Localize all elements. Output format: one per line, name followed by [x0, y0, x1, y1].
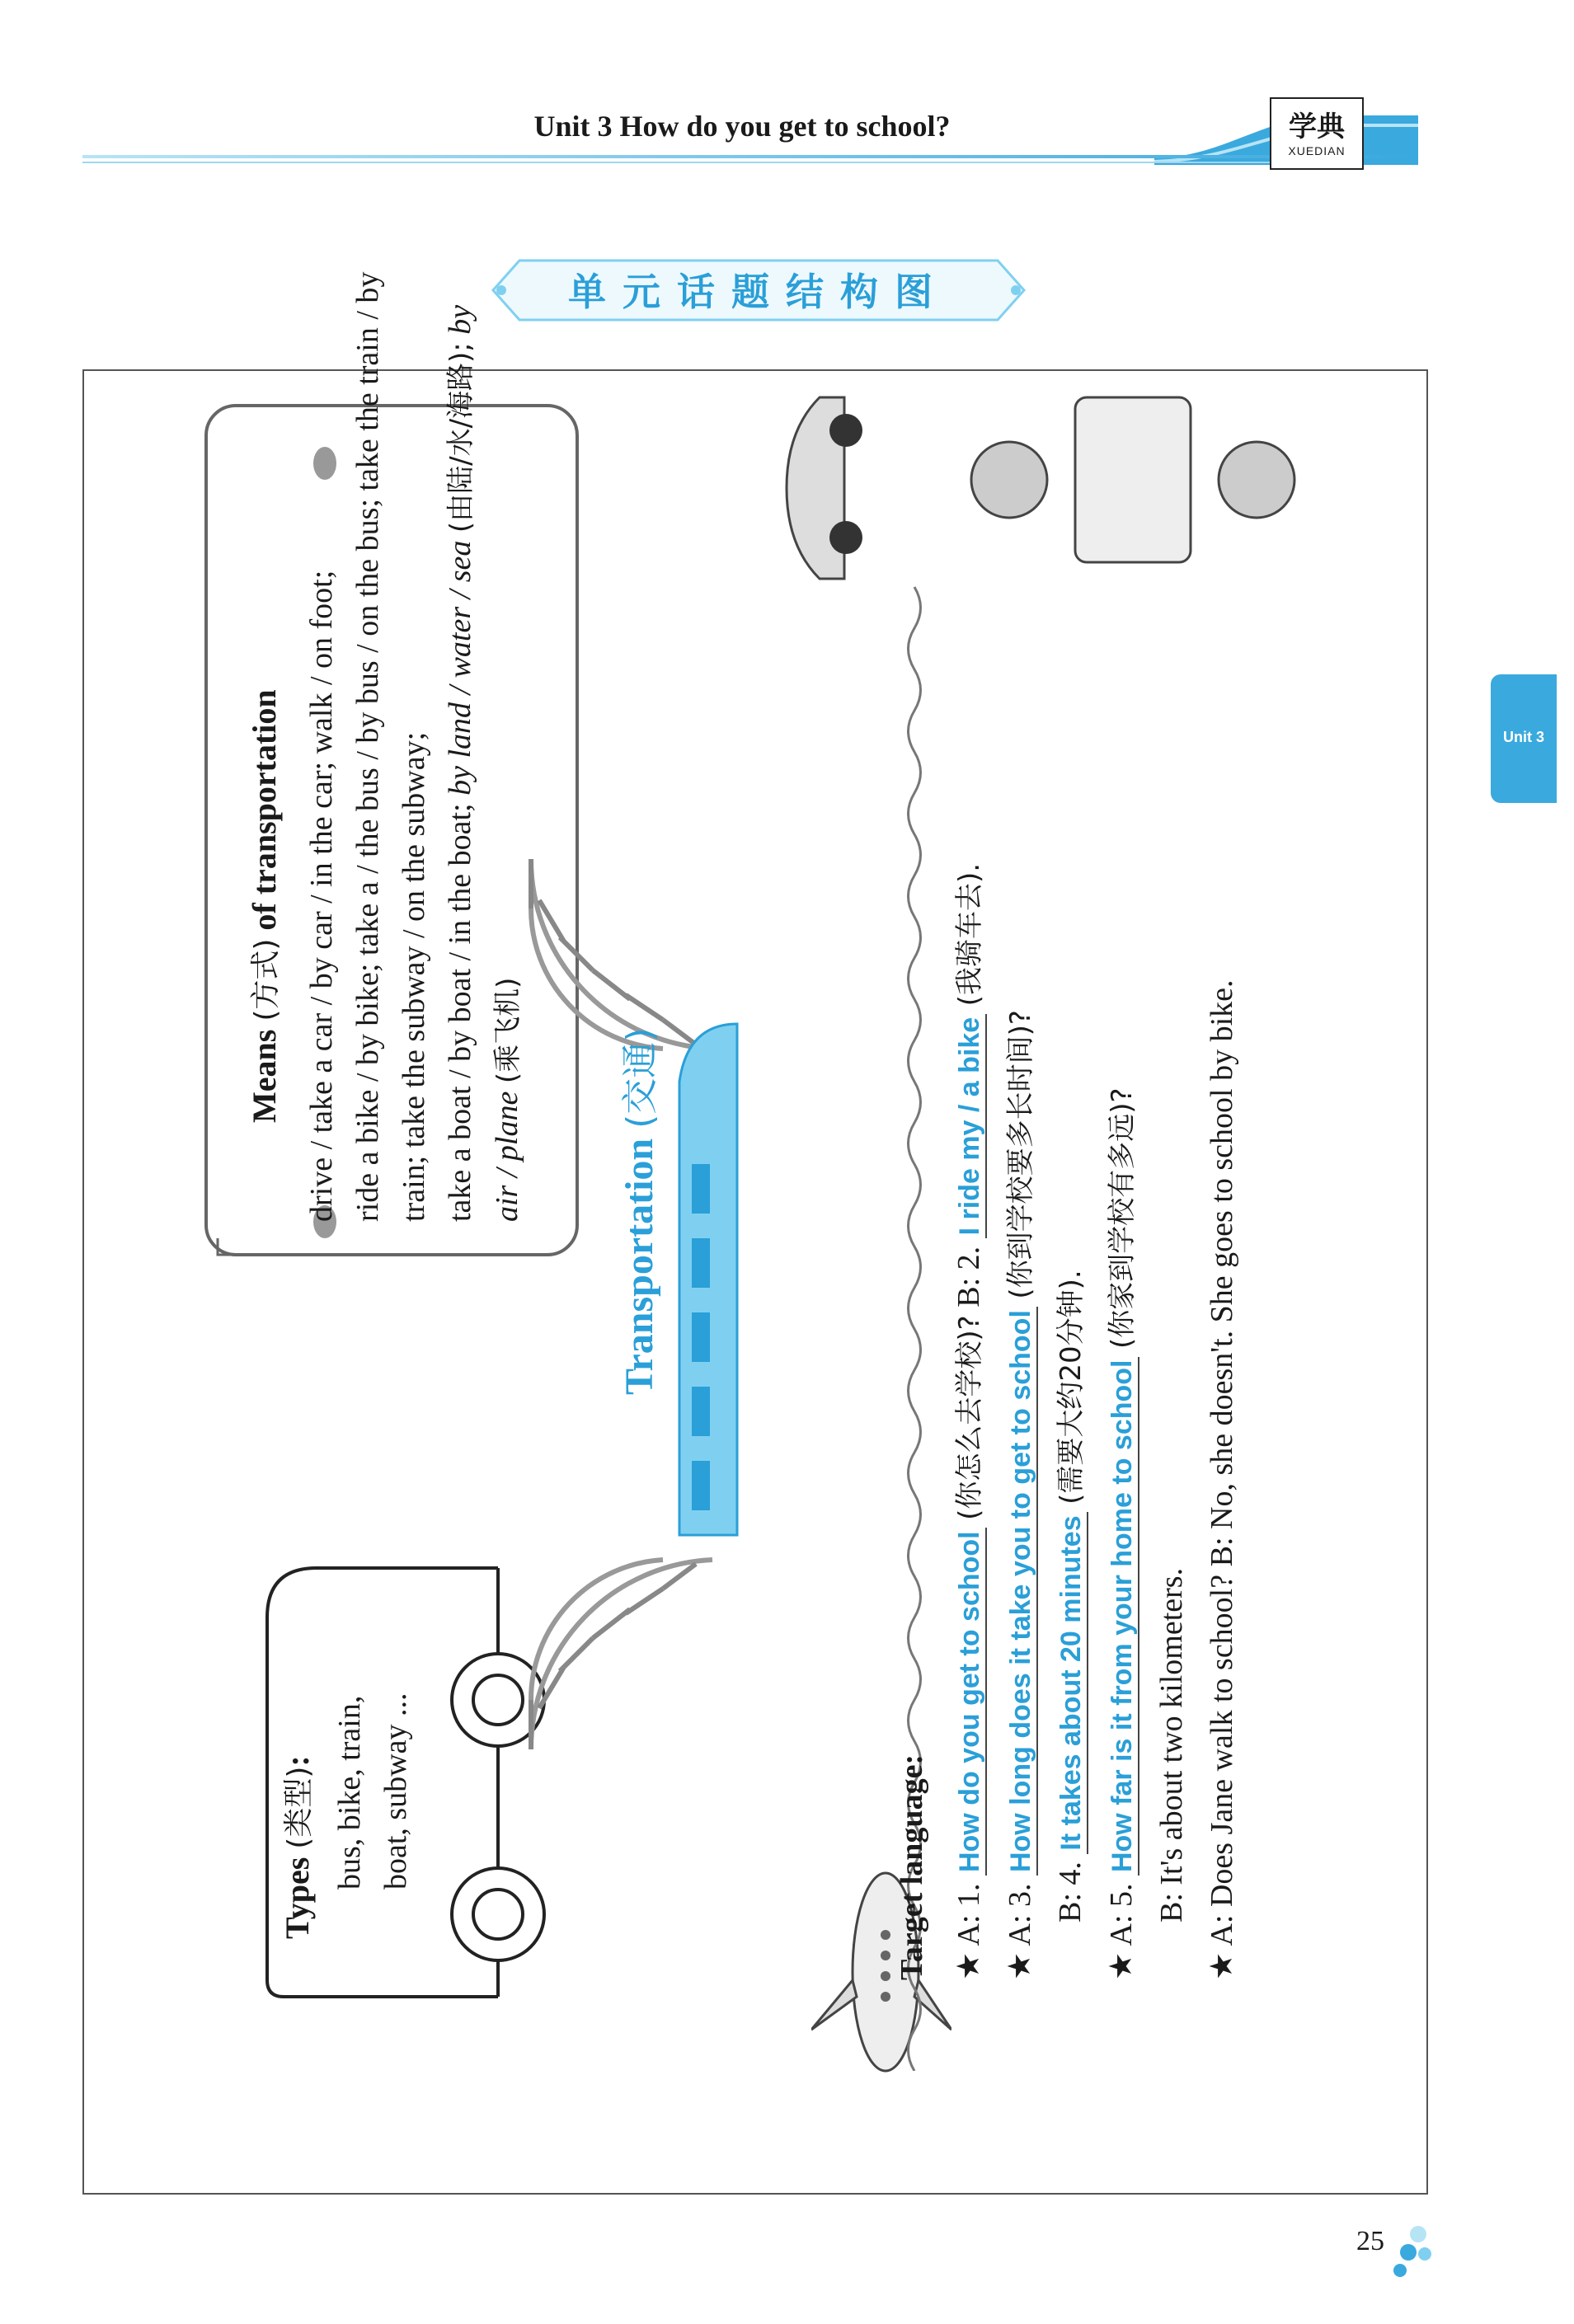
means-line: [437, 265, 484, 1222]
transportation-title: [610, 1028, 663, 1395]
side-tab-label: Unit 3: [1502, 729, 1544, 745]
tl-label: A: 5.: [1104, 1883, 1139, 1946]
types-label: Types: [279, 1857, 316, 1939]
types-line: bus, bike, train,: [332, 1695, 367, 1890]
transportation-label: Transportation: [618, 1138, 661, 1395]
means-line5-cn: (乘飞机): [491, 977, 524, 1084]
types-line: boat, subway ...: [378, 1693, 413, 1890]
means-title: [242, 298, 284, 1123]
tl-answer-blank: How long does it take you to get to school: [1005, 1307, 1038, 1876]
train-icon: [663, 1016, 754, 1543]
means-list: [298, 265, 531, 1222]
publisher-logo: [1270, 97, 1364, 170]
tl-label: A: 3.: [1003, 1883, 1037, 1946]
logo-en: XUEDIAN: [1288, 144, 1346, 157]
tl-cn: (你家到学校有多远)?: [1106, 1087, 1139, 1350]
page-number: 25: [1356, 2226, 1384, 2256]
airplane-icon: [811, 1848, 951, 2096]
tl-answer-blank: How do you get to school: [954, 1528, 987, 1876]
tl-cn: (你怎么去学校)?: [953, 1315, 986, 1520]
transportation-label-cn: (交通): [619, 1027, 661, 1129]
tl-item: [1196, 414, 1247, 1980]
tl-answer-blank: How far is it from your home to school: [1106, 1357, 1139, 1876]
banner-title: 单元话题结构图: [568, 270, 949, 314]
tl-item: [1096, 414, 1147, 1980]
types-title: [275, 1755, 317, 1939]
target-language-title: Target language:: [895, 1754, 929, 1980]
means-label: Means: [246, 1029, 283, 1123]
tl-text: B: It's about two kilometers.: [1154, 1567, 1189, 1923]
types-colon: :: [279, 1755, 316, 1767]
means-line4-a: take a boat / by boat / in the boat;: [443, 803, 477, 1222]
means-label-b: of transportation: [246, 689, 283, 931]
star-icon: ★: [1102, 1951, 1139, 1980]
logo-cn: 学典: [1289, 110, 1345, 143]
train-track-icon: [514, 1543, 729, 1873]
tl-item: [1147, 414, 1196, 1980]
star-icon: ★: [950, 1951, 986, 1980]
tl-cn: (我骑车去).: [953, 862, 986, 1007]
tl-item: [1045, 414, 1096, 1980]
means-line: ride a bike / by bike; take a / the bus / by bus / on the bus; take the train / by: [350, 271, 385, 1222]
tl-item: [994, 414, 1045, 1980]
header-rule-thin: [82, 162, 1270, 163]
means-line4-cn: (由陆/水/海路);: [444, 342, 477, 533]
star-icon: ★: [1203, 1951, 1239, 1980]
tl-label: B: 2.: [951, 1246, 986, 1308]
tl-cn: (需要大约20分钟).: [1055, 1270, 1088, 1505]
tl-answer-blank: I ride my / a bike: [954, 1014, 987, 1239]
means-line4-land: land / water / sea: [443, 540, 477, 758]
means-line: drive / take a car / by car / in the car; walk / on foot;: [304, 570, 339, 1222]
tl-item: [943, 414, 994, 1980]
target-language-list: [943, 414, 1247, 1980]
tl-answer-blank: It takes about 20 minutes: [1055, 1512, 1088, 1853]
tl-label: B: 4.: [1053, 1862, 1088, 1923]
star-icon: ★: [1001, 1951, 1037, 1980]
header-rule: [82, 155, 1418, 158]
means-line4-by: by: [443, 766, 477, 796]
means-line: train; take the subway / on the subway;: [397, 731, 431, 1222]
tl-text: A: Does Jane walk to school? B: No, she doesn't. She goes to school by bike.: [1205, 979, 1239, 1946]
page-dots-decoration: [1384, 2223, 1433, 2280]
means-line4-end: by: [443, 304, 477, 335]
means-line5-a: air / plane: [490, 1091, 524, 1222]
unit-title: Unit 3 How do you get to school?: [533, 110, 951, 143]
types-list: [327, 1593, 419, 1890]
tl-label: A: 1.: [951, 1883, 986, 1946]
tl-cn: (你到学校要多长时间)?: [1004, 1010, 1037, 1299]
types-label-cn: (类型): [282, 1766, 316, 1849]
unit-side-tab: [1491, 674, 1557, 803]
car-icon: [770, 381, 869, 595]
means-label-cn: (方式): [249, 938, 283, 1021]
